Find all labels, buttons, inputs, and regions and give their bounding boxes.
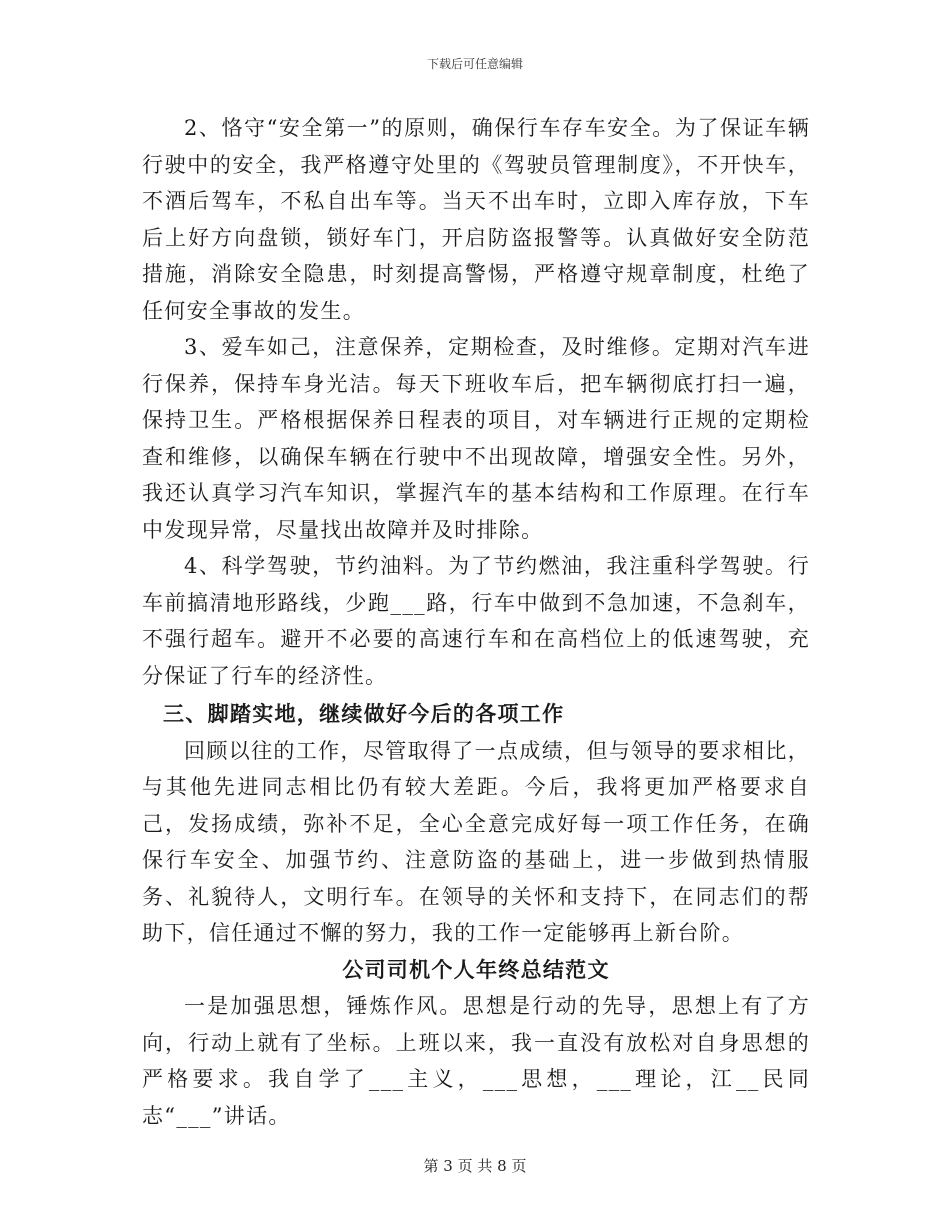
page-header: 下载后可任意编辑 <box>426 57 523 71</box>
document-title: 公司司机个人年终总结范文 <box>342 956 610 982</box>
paragraph-future-work: 回顾以往的工作，尽管取得了一点成绩，但与领导的要求相比，与其他先进同志相比仍有较大差距。今后，我将更加严格要求自己，发扬成绩，弥补不足，全心全意完成好每一项工作任务，在确保行车安全、加强节约、注意防盗的基础上，进一步做到热情服务、礼貌待人，文明行车。在领导的关怀和支持下，在同志们的帮助下，信任通过不懈的努力，我的工作一定能够再上新台阶。 <box>142 738 810 945</box>
page-footer: 第 3 页 共 8 页 <box>423 1157 527 1175</box>
paragraph-fuel-saving: 4、科学驾驶，节约油料。为了节约燃油，我注重科学驾驶。行车前搞清地形路线，少跑___路，行车中做到不急加速，不急刹车，不强行超车。避开不必要的高速行车和在高档位上的低速驾驶，充分保证了行车的经济性。 <box>142 554 810 688</box>
paragraph-safety: 2、恪守“安全第一”的原则，确保行车存车安全。为了保证车辆行驶中的安全，我严格遵守处里的《驾驶员管理制度》，不开快车，不酒后驾车，不私自出车等。当天不出车时，立即入库存放，下车后上好方向盘锁，锁好车门，开启防盗报警等。认真做好安全防范措施，消除安全隐患，时刻提高警惕，严格遵守规章制度，杜绝了任何安全事故的发生。 <box>142 116 810 323</box>
section-heading: 三、脚踏实地，继续做好今后的各项工作 <box>163 701 565 726</box>
paragraph-thought: 一是加强思想，锤炼作风。思想是行动的先导，思想上有了方向，行动上就有了坐标。上班以来，我一直没有放松对自身思想的严格要求。我自学了___主义，___思想，___理论，江__民同志“___”讲话。 <box>142 994 810 1128</box>
paragraph-maintenance: 3、爱车如己，注意保养，定期检查，及时维修。定期对汽车进行保养，保持车身光洁。每天下班收车后，把车辆彻底打扫一遍，保持卫生。严格根据保养日程表的项目，对车辆进行正规的定期检查和维修，以确保车辆在行驶中不出现故障，增强安全性。另外，我还认真学习汽车知识，掌握汽车的基本结构和工作原理。在行车中发现异常，尽量找出故障并及时排除。 <box>142 335 810 542</box>
document-body <box>142 110 810 1134</box>
